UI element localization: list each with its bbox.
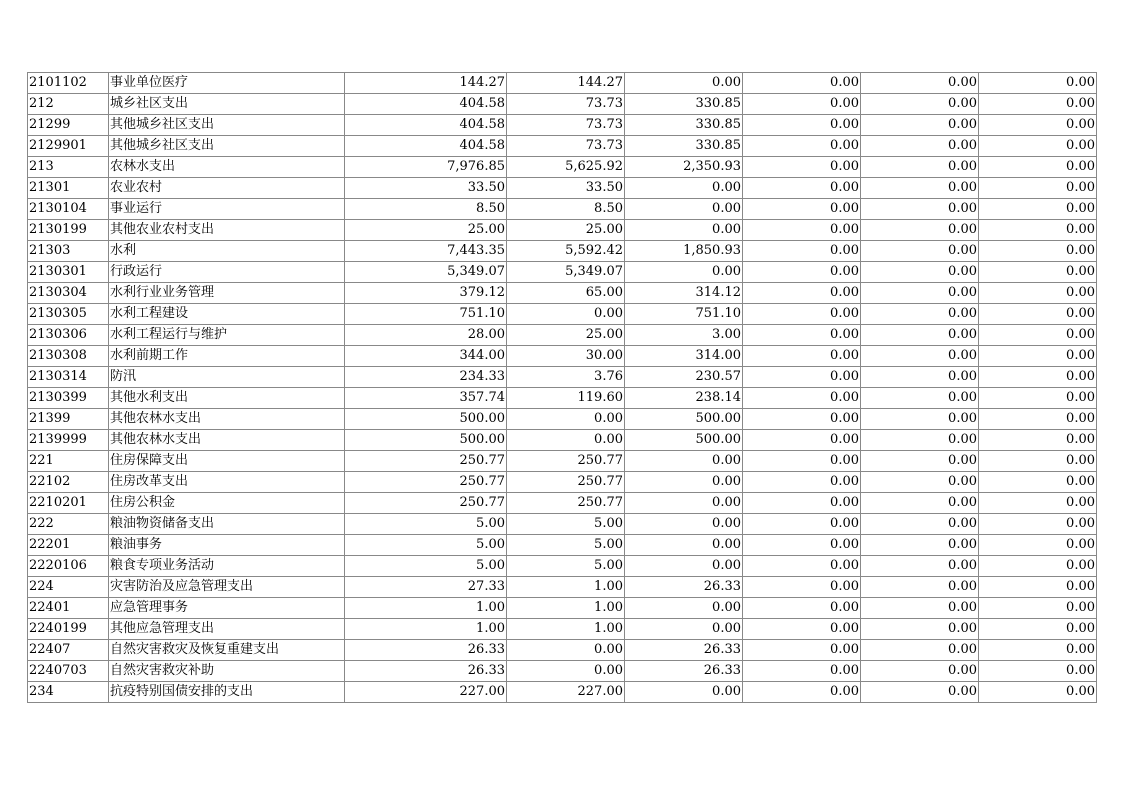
amount-cell: 0.00 bbox=[979, 115, 1097, 136]
amount-cell: 73.73 bbox=[507, 94, 625, 115]
table-row bbox=[28, 493, 1097, 514]
subject-name-cell: 其他城乡社区支出 bbox=[109, 115, 345, 136]
subject-code-cell: 2101102 bbox=[28, 73, 109, 94]
amount-cell: 404.58 bbox=[345, 94, 507, 115]
amount-cell: 0.00 bbox=[625, 535, 743, 556]
amount-cell: 0.00 bbox=[625, 598, 743, 619]
subject-name-cell: 粮油事务 bbox=[109, 535, 345, 556]
subject-code-cell: 2240199 bbox=[28, 619, 109, 640]
subject-code-cell: 22102 bbox=[28, 472, 109, 493]
amount-cell: 25.00 bbox=[345, 220, 507, 241]
subject-name-cell: 水利行业业务管理 bbox=[109, 283, 345, 304]
amount-cell: 0.00 bbox=[743, 157, 861, 178]
amount-cell: 0.00 bbox=[743, 73, 861, 94]
subject-code-cell: 234 bbox=[28, 682, 109, 703]
subject-name-cell: 住房改革支出 bbox=[109, 472, 345, 493]
table-row bbox=[28, 640, 1097, 661]
amount-cell: 73.73 bbox=[507, 136, 625, 157]
amount-cell: 250.77 bbox=[345, 493, 507, 514]
table-row bbox=[28, 451, 1097, 472]
subject-name-cell: 其他农业农村支出 bbox=[109, 220, 345, 241]
amount-cell: 0.00 bbox=[979, 535, 1097, 556]
table-row bbox=[28, 346, 1097, 367]
amount-cell: 27.33 bbox=[345, 577, 507, 598]
amount-cell: 0.00 bbox=[743, 430, 861, 451]
amount-cell: 0.00 bbox=[507, 304, 625, 325]
subject-name-cell: 水利工程运行与维护 bbox=[109, 325, 345, 346]
amount-cell: 5.00 bbox=[507, 556, 625, 577]
amount-cell: 0.00 bbox=[979, 388, 1097, 409]
amount-cell: 0.00 bbox=[979, 178, 1097, 199]
subject-code-cell: 2130301 bbox=[28, 262, 109, 283]
amount-cell: 0.00 bbox=[743, 388, 861, 409]
amount-cell: 0.00 bbox=[743, 178, 861, 199]
amount-cell: 0.00 bbox=[979, 682, 1097, 703]
amount-cell: 26.33 bbox=[345, 661, 507, 682]
subject-name-cell: 农业农村 bbox=[109, 178, 345, 199]
table-row bbox=[28, 136, 1097, 157]
amount-cell: 0.00 bbox=[861, 430, 979, 451]
amount-cell: 5,349.07 bbox=[507, 262, 625, 283]
amount-cell: 0.00 bbox=[979, 577, 1097, 598]
amount-cell: 0.00 bbox=[861, 451, 979, 472]
amount-cell: 0.00 bbox=[979, 556, 1097, 577]
amount-cell: 0.00 bbox=[743, 199, 861, 220]
amount-cell: 0.00 bbox=[861, 409, 979, 430]
amount-cell: 1.00 bbox=[345, 598, 507, 619]
amount-cell: 33.50 bbox=[507, 178, 625, 199]
amount-cell: 0.00 bbox=[743, 136, 861, 157]
amount-cell: 250.77 bbox=[507, 472, 625, 493]
subject-code-cell: 2139999 bbox=[28, 430, 109, 451]
amount-cell: 3.00 bbox=[625, 325, 743, 346]
subject-code-cell: 2130306 bbox=[28, 325, 109, 346]
amount-cell: 314.00 bbox=[625, 346, 743, 367]
subject-code-cell: 2210201 bbox=[28, 493, 109, 514]
table-row bbox=[28, 661, 1097, 682]
amount-cell: 33.50 bbox=[345, 178, 507, 199]
budget-sheet bbox=[27, 72, 1096, 703]
amount-cell: 0.00 bbox=[625, 220, 743, 241]
subject-code-cell: 22201 bbox=[28, 535, 109, 556]
amount-cell: 0.00 bbox=[861, 514, 979, 535]
amount-cell: 0.00 bbox=[861, 157, 979, 178]
amount-cell: 250.77 bbox=[507, 451, 625, 472]
amount-cell: 0.00 bbox=[743, 304, 861, 325]
table-row bbox=[28, 262, 1097, 283]
table-row bbox=[28, 199, 1097, 220]
subject-code-cell: 2130399 bbox=[28, 388, 109, 409]
subject-name-cell: 其他水利支出 bbox=[109, 388, 345, 409]
table-row bbox=[28, 619, 1097, 640]
amount-cell: 0.00 bbox=[979, 325, 1097, 346]
amount-cell: 0.00 bbox=[861, 598, 979, 619]
amount-cell: 0.00 bbox=[979, 283, 1097, 304]
subject-name-cell: 住房公积金 bbox=[109, 493, 345, 514]
table-row bbox=[28, 220, 1097, 241]
table-row bbox=[28, 535, 1097, 556]
amount-cell: 0.00 bbox=[743, 472, 861, 493]
subject-code-cell: 224 bbox=[28, 577, 109, 598]
amount-cell: 0.00 bbox=[861, 640, 979, 661]
table-row bbox=[28, 94, 1097, 115]
amount-cell: 0.00 bbox=[625, 73, 743, 94]
amount-cell: 227.00 bbox=[507, 682, 625, 703]
amount-cell: 0.00 bbox=[979, 94, 1097, 115]
amount-cell: 26.33 bbox=[625, 661, 743, 682]
amount-cell: 26.33 bbox=[625, 577, 743, 598]
amount-cell: 404.58 bbox=[345, 115, 507, 136]
amount-cell: 330.85 bbox=[625, 94, 743, 115]
amount-cell: 7,443.35 bbox=[345, 241, 507, 262]
amount-cell: 5.00 bbox=[345, 514, 507, 535]
amount-cell: 5.00 bbox=[507, 514, 625, 535]
subject-name-cell: 自然灾害救灾及恢复重建支出 bbox=[109, 640, 345, 661]
amount-cell: 250.77 bbox=[345, 472, 507, 493]
amount-cell: 0.00 bbox=[979, 409, 1097, 430]
amount-cell: 144.27 bbox=[507, 73, 625, 94]
amount-cell: 0.00 bbox=[743, 535, 861, 556]
subject-name-cell: 粮油物资储备支出 bbox=[109, 514, 345, 535]
amount-cell: 0.00 bbox=[979, 262, 1097, 283]
table-row bbox=[28, 409, 1097, 430]
amount-cell: 404.58 bbox=[345, 136, 507, 157]
amount-cell: 0.00 bbox=[979, 241, 1097, 262]
budget-table bbox=[27, 72, 1097, 703]
table-row bbox=[28, 367, 1097, 388]
amount-cell: 344.00 bbox=[345, 346, 507, 367]
subject-code-cell: 2129901 bbox=[28, 136, 109, 157]
amount-cell: 250.77 bbox=[507, 493, 625, 514]
amount-cell: 25.00 bbox=[507, 220, 625, 241]
amount-cell: 0.00 bbox=[743, 682, 861, 703]
amount-cell: 0.00 bbox=[979, 598, 1097, 619]
amount-cell: 26.33 bbox=[625, 640, 743, 661]
table-row bbox=[28, 514, 1097, 535]
subject-name-cell: 粮食专项业务活动 bbox=[109, 556, 345, 577]
amount-cell: 0.00 bbox=[625, 178, 743, 199]
amount-cell: 0.00 bbox=[861, 178, 979, 199]
amount-cell: 5.00 bbox=[507, 535, 625, 556]
amount-cell: 0.00 bbox=[625, 682, 743, 703]
amount-cell: 0.00 bbox=[861, 73, 979, 94]
subject-name-cell: 城乡社区支出 bbox=[109, 94, 345, 115]
amount-cell: 0.00 bbox=[861, 241, 979, 262]
amount-cell: 0.00 bbox=[979, 136, 1097, 157]
amount-cell: 0.00 bbox=[861, 682, 979, 703]
amount-cell: 28.00 bbox=[345, 325, 507, 346]
amount-cell: 5,349.07 bbox=[345, 262, 507, 283]
table-row bbox=[28, 178, 1097, 199]
amount-cell: 0.00 bbox=[743, 556, 861, 577]
table-row bbox=[28, 577, 1097, 598]
subject-code-cell: 2130104 bbox=[28, 199, 109, 220]
amount-cell: 0.00 bbox=[743, 598, 861, 619]
amount-cell: 227.00 bbox=[345, 682, 507, 703]
amount-cell: 119.60 bbox=[507, 388, 625, 409]
amount-cell: 0.00 bbox=[979, 346, 1097, 367]
amount-cell: 0.00 bbox=[861, 367, 979, 388]
amount-cell: 1.00 bbox=[507, 577, 625, 598]
amount-cell: 0.00 bbox=[743, 94, 861, 115]
amount-cell: 0.00 bbox=[743, 325, 861, 346]
table-row bbox=[28, 325, 1097, 346]
amount-cell: 250.77 bbox=[345, 451, 507, 472]
amount-cell: 0.00 bbox=[743, 367, 861, 388]
amount-cell: 0.00 bbox=[625, 451, 743, 472]
amount-cell: 65.00 bbox=[507, 283, 625, 304]
amount-cell: 0.00 bbox=[979, 220, 1097, 241]
amount-cell: 5.00 bbox=[345, 535, 507, 556]
subject-name-cell: 住房保障支出 bbox=[109, 451, 345, 472]
amount-cell: 0.00 bbox=[743, 241, 861, 262]
amount-cell: 0.00 bbox=[979, 619, 1097, 640]
subject-name-cell: 事业运行 bbox=[109, 199, 345, 220]
subject-name-cell: 事业单位医疗 bbox=[109, 73, 345, 94]
amount-cell: 379.12 bbox=[345, 283, 507, 304]
amount-cell: 8.50 bbox=[507, 199, 625, 220]
amount-cell: 0.00 bbox=[743, 409, 861, 430]
amount-cell: 0.00 bbox=[861, 94, 979, 115]
table-row bbox=[28, 430, 1097, 451]
amount-cell: 0.00 bbox=[743, 115, 861, 136]
subject-name-cell: 其他城乡社区支出 bbox=[109, 136, 345, 157]
amount-cell: 0.00 bbox=[861, 661, 979, 682]
table-row bbox=[28, 304, 1097, 325]
subject-name-cell: 自然灾害救灾补助 bbox=[109, 661, 345, 682]
table-row bbox=[28, 682, 1097, 703]
subject-name-cell: 其他应急管理支出 bbox=[109, 619, 345, 640]
amount-cell: 0.00 bbox=[861, 304, 979, 325]
amount-cell: 0.00 bbox=[743, 640, 861, 661]
amount-cell: 0.00 bbox=[861, 472, 979, 493]
subject-name-cell: 农林水支出 bbox=[109, 157, 345, 178]
amount-cell: 0.00 bbox=[743, 346, 861, 367]
amount-cell: 5.00 bbox=[345, 556, 507, 577]
subject-code-cell: 2130305 bbox=[28, 304, 109, 325]
amount-cell: 238.14 bbox=[625, 388, 743, 409]
amount-cell: 3.76 bbox=[507, 367, 625, 388]
table-row bbox=[28, 241, 1097, 262]
subject-code-cell: 2130199 bbox=[28, 220, 109, 241]
table-row bbox=[28, 283, 1097, 304]
amount-cell: 0.00 bbox=[507, 640, 625, 661]
amount-cell: 0.00 bbox=[979, 304, 1097, 325]
amount-cell: 0.00 bbox=[861, 577, 979, 598]
amount-cell: 5,592.42 bbox=[507, 241, 625, 262]
amount-cell: 751.10 bbox=[625, 304, 743, 325]
subject-code-cell: 22407 bbox=[28, 640, 109, 661]
amount-cell: 0.00 bbox=[743, 514, 861, 535]
amount-cell: 0.00 bbox=[743, 220, 861, 241]
subject-code-cell: 222 bbox=[28, 514, 109, 535]
amount-cell: 0.00 bbox=[743, 577, 861, 598]
subject-name-cell: 灾害防治及应急管理支出 bbox=[109, 577, 345, 598]
subject-name-cell: 水利前期工作 bbox=[109, 346, 345, 367]
amount-cell: 26.33 bbox=[345, 640, 507, 661]
amount-cell: 0.00 bbox=[743, 283, 861, 304]
table-row bbox=[28, 73, 1097, 94]
amount-cell: 500.00 bbox=[625, 409, 743, 430]
amount-cell: 500.00 bbox=[345, 430, 507, 451]
amount-cell: 0.00 bbox=[979, 157, 1097, 178]
amount-cell: 0.00 bbox=[861, 136, 979, 157]
subject-name-cell: 防汛 bbox=[109, 367, 345, 388]
amount-cell: 357.74 bbox=[345, 388, 507, 409]
amount-cell: 0.00 bbox=[979, 493, 1097, 514]
amount-cell: 0.00 bbox=[743, 262, 861, 283]
amount-cell: 0.00 bbox=[743, 493, 861, 514]
amount-cell: 2,350.93 bbox=[625, 157, 743, 178]
amount-cell: 0.00 bbox=[861, 556, 979, 577]
subject-code-cell: 22401 bbox=[28, 598, 109, 619]
amount-cell: 314.12 bbox=[625, 283, 743, 304]
subject-code-cell: 213 bbox=[28, 157, 109, 178]
subject-name-cell: 水利工程建设 bbox=[109, 304, 345, 325]
table-row bbox=[28, 472, 1097, 493]
amount-cell: 0.00 bbox=[507, 430, 625, 451]
subject-code-cell: 221 bbox=[28, 451, 109, 472]
subject-name-cell: 抗疫特别国债安排的支出 bbox=[109, 682, 345, 703]
amount-cell: 751.10 bbox=[345, 304, 507, 325]
amount-cell: 0.00 bbox=[979, 199, 1097, 220]
amount-cell: 8.50 bbox=[345, 199, 507, 220]
amount-cell: 0.00 bbox=[625, 199, 743, 220]
amount-cell: 0.00 bbox=[507, 661, 625, 682]
subject-name-cell: 水利 bbox=[109, 241, 345, 262]
amount-cell: 1.00 bbox=[507, 619, 625, 640]
subject-code-cell: 21399 bbox=[28, 409, 109, 430]
amount-cell: 0.00 bbox=[979, 514, 1097, 535]
amount-cell: 230.57 bbox=[625, 367, 743, 388]
amount-cell: 1.00 bbox=[507, 598, 625, 619]
amount-cell: 0.00 bbox=[979, 367, 1097, 388]
subject-code-cell: 2130314 bbox=[28, 367, 109, 388]
amount-cell: 25.00 bbox=[507, 325, 625, 346]
amount-cell: 7,976.85 bbox=[345, 157, 507, 178]
subject-code-cell: 2220106 bbox=[28, 556, 109, 577]
amount-cell: 0.00 bbox=[625, 514, 743, 535]
subject-code-cell: 21303 bbox=[28, 241, 109, 262]
amount-cell: 0.00 bbox=[979, 73, 1097, 94]
amount-cell: 0.00 bbox=[861, 619, 979, 640]
subject-code-cell: 2240703 bbox=[28, 661, 109, 682]
subject-name-cell: 其他农林水支出 bbox=[109, 409, 345, 430]
table-row bbox=[28, 556, 1097, 577]
amount-cell: 144.27 bbox=[345, 73, 507, 94]
table-row bbox=[28, 388, 1097, 409]
amount-cell: 0.00 bbox=[625, 619, 743, 640]
table-row bbox=[28, 598, 1097, 619]
amount-cell: 0.00 bbox=[861, 535, 979, 556]
amount-cell: 0.00 bbox=[743, 661, 861, 682]
amount-cell: 1,850.93 bbox=[625, 241, 743, 262]
subject-code-cell: 2130308 bbox=[28, 346, 109, 367]
amount-cell: 0.00 bbox=[861, 388, 979, 409]
table-row bbox=[28, 157, 1097, 178]
subject-code-cell: 212 bbox=[28, 94, 109, 115]
amount-cell: 0.00 bbox=[625, 262, 743, 283]
amount-cell: 5,625.92 bbox=[507, 157, 625, 178]
amount-cell: 0.00 bbox=[743, 451, 861, 472]
amount-cell: 0.00 bbox=[861, 199, 979, 220]
subject-name-cell: 应急管理事务 bbox=[109, 598, 345, 619]
amount-cell: 0.00 bbox=[625, 493, 743, 514]
amount-cell: 0.00 bbox=[861, 115, 979, 136]
amount-cell: 0.00 bbox=[625, 556, 743, 577]
table-body bbox=[28, 73, 1097, 703]
amount-cell: 330.85 bbox=[625, 115, 743, 136]
amount-cell: 0.00 bbox=[861, 220, 979, 241]
amount-cell: 0.00 bbox=[861, 493, 979, 514]
amount-cell: 500.00 bbox=[625, 430, 743, 451]
amount-cell: 0.00 bbox=[979, 451, 1097, 472]
amount-cell: 0.00 bbox=[861, 325, 979, 346]
amount-cell: 0.00 bbox=[979, 661, 1097, 682]
amount-cell: 30.00 bbox=[507, 346, 625, 367]
subject-code-cell: 21299 bbox=[28, 115, 109, 136]
table-row bbox=[28, 115, 1097, 136]
amount-cell: 0.00 bbox=[979, 430, 1097, 451]
amount-cell: 0.00 bbox=[979, 472, 1097, 493]
subject-code-cell: 2130304 bbox=[28, 283, 109, 304]
amount-cell: 0.00 bbox=[979, 640, 1097, 661]
amount-cell: 234.33 bbox=[345, 367, 507, 388]
amount-cell: 0.00 bbox=[625, 472, 743, 493]
amount-cell: 0.00 bbox=[507, 409, 625, 430]
amount-cell: 1.00 bbox=[345, 619, 507, 640]
subject-code-cell: 21301 bbox=[28, 178, 109, 199]
amount-cell: 0.00 bbox=[861, 346, 979, 367]
amount-cell: 500.00 bbox=[345, 409, 507, 430]
amount-cell: 0.00 bbox=[861, 262, 979, 283]
subject-name-cell: 行政运行 bbox=[109, 262, 345, 283]
subject-name-cell: 其他农林水支出 bbox=[109, 430, 345, 451]
amount-cell: 0.00 bbox=[861, 283, 979, 304]
amount-cell: 73.73 bbox=[507, 115, 625, 136]
amount-cell: 0.00 bbox=[743, 619, 861, 640]
amount-cell: 330.85 bbox=[625, 136, 743, 157]
